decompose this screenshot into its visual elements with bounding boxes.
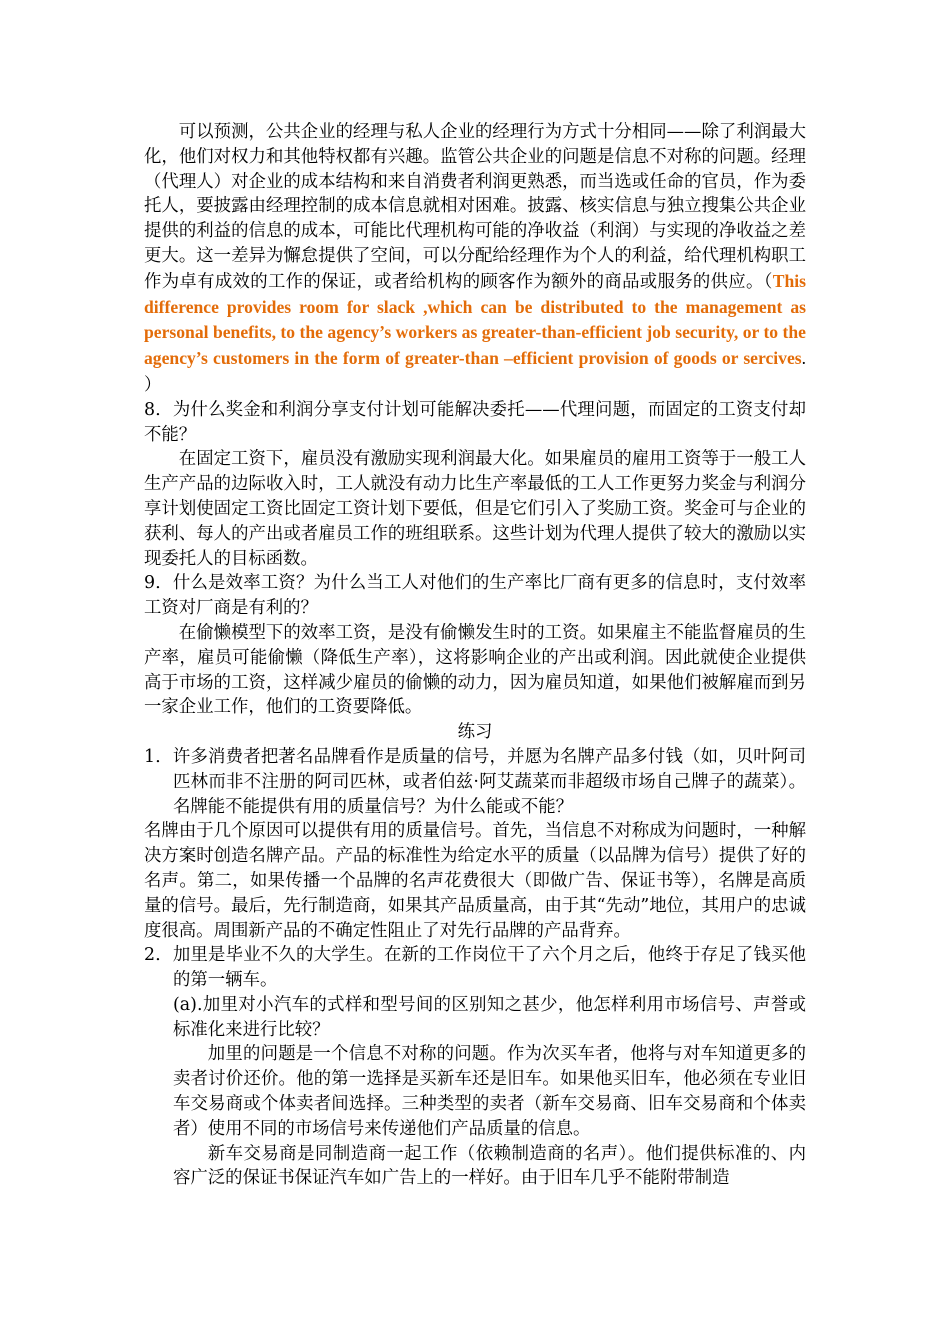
question-8: 8．为什么奖金和利润分享支付计划可能解决委托——代理问题，而固定的工资支付却不能？ xyxy=(144,399,806,445)
intro-english-highlight: This difference provides room for slack ,which can be distributed to the management as personal benefits, to the agency’s workers as greater-than-efficient job security, or to the agency’s customers in the form of greater-than –efficient provision of goods or sercives xyxy=(144,270,806,369)
exercise-1-answer: 名牌由于几个原因可以提供有用的质量信号。首先，当信息不对称成为问题时，一种解决方案时创造名牌产品。产品的标准性为给定水平的质量（以品牌为信号）提供了好的名声。第二，如果传播一个品牌的名声花费很大（即做广告、保证书等），名牌是高质量的信号。最后，先行制造商，如果其产品质量高，由于其“先动”地位，其用户的忠诚度很高。周围新产品的不确定性阻止了对先行品牌的产品背弃。 xyxy=(144,821,806,941)
exercise-2a-answer-2: 新车交易商是同制造商一起工作（依赖制造商的名声）。他们提供标准的、内容广泛的保证书保证汽车如广告上的一样好。由于旧车几乎不能附带制造 xyxy=(173,1143,806,1189)
answer-9: 在偷懒模型下的效率工资，是没有偷懒发生时的工资。如果雇主不能监督雇员的生产率，雇员可能偷懒（降低生产率），这将影响企业的产出或利润。因此就使企业提供高于市场的工资，这样减少雇员的偷懒的动力，因为雇员知道，如果他们被解雇而到另一家企业工作，他们的工资要降低。 xyxy=(144,622,806,718)
question-9: 9．什么是效率工资？为什么当工人对他们的生产率比厂商有更多的信息时，支付效率工资对厂商是有利的？ xyxy=(144,573,806,619)
document-page xyxy=(144,120,806,1191)
intro-paragraph xyxy=(144,120,806,398)
exercise-2a: (a).加里对小汽车的式样和型号间的区别知之甚少，他怎样利用市场信号、声誉或标准化来进行比较？ xyxy=(173,994,806,1040)
exercise-1: 1．许多消费者把著名品牌看作是质量的信号，并愿为名牌产品多付钱（如，贝叶阿司匹林而非不注册的阿司匹林，或者伯兹·阿艾蔬菜而非超级市场自己牌子的蔬菜）。名牌能不能提供有用的质量信号？为什么能或不能？ xyxy=(144,746,806,817)
exercise-2: 2．加里是毕业不久的大学生。在新的工作岗位干了六个月之后，他终于存足了钱买他的第一辆车。 xyxy=(144,945,806,991)
section-title: 练习 xyxy=(457,722,493,743)
answer-8: 在固定工资下，雇员没有激励实现利润最大化。如果雇员的雇用工资等于一般工人生产产品的边际收入时，工人就没有动力比生产率最低的工人工作更努力奖金与利润分享计划使固定工资比固定工资计划下要低，但是它们引入了奖励工资。奖金可与企业的获利、每人的产出或者雇员工作的班组联系。这些计划为代理人提供了较大的激励以实现委托人的目标函数。 xyxy=(144,449,806,569)
intro-text: 可以预测，公共企业的经理与私人企业的经理行为方式十分相同——除了利润最大化，他们对权力和其他特权都有兴趣。监管公共企业的问题是信息不对称的问题。经理（代理人）对企业的成本结构和来自消费者利润更熟悉，而当选或任命的官员，作为委托人，要披露由经理控制的成本信息就相对困难。披露、核实信息与独立搜集公共企业提供的利益的信息的成本，可能比代理机构可能的净收益（利润）与实现的净收益之差更大。这一差异为懈怠提供了空间，可以分配给经理作为个人的利益，给代理机构职工作为卓有成效的工作的保证，或者给机构的顾客作为额外的商品或服务的供应。（ xyxy=(144,122,806,292)
exercise-2a-answer-1: 加里的问题是一个信息不对称的问题。作为次买车者，他将与对车知道更多的卖者讨价还价。他的第一选择是买新车还是旧车。如果他买旧车，他必须在专业旧车交易商或个体卖者间选择。三种类型的卖者（新车交易商、旧车交易商和个体卖者）使用不同的市场信号来传递他们产品质量的信息。 xyxy=(173,1044,806,1139)
intro-close: . ） xyxy=(144,348,806,394)
